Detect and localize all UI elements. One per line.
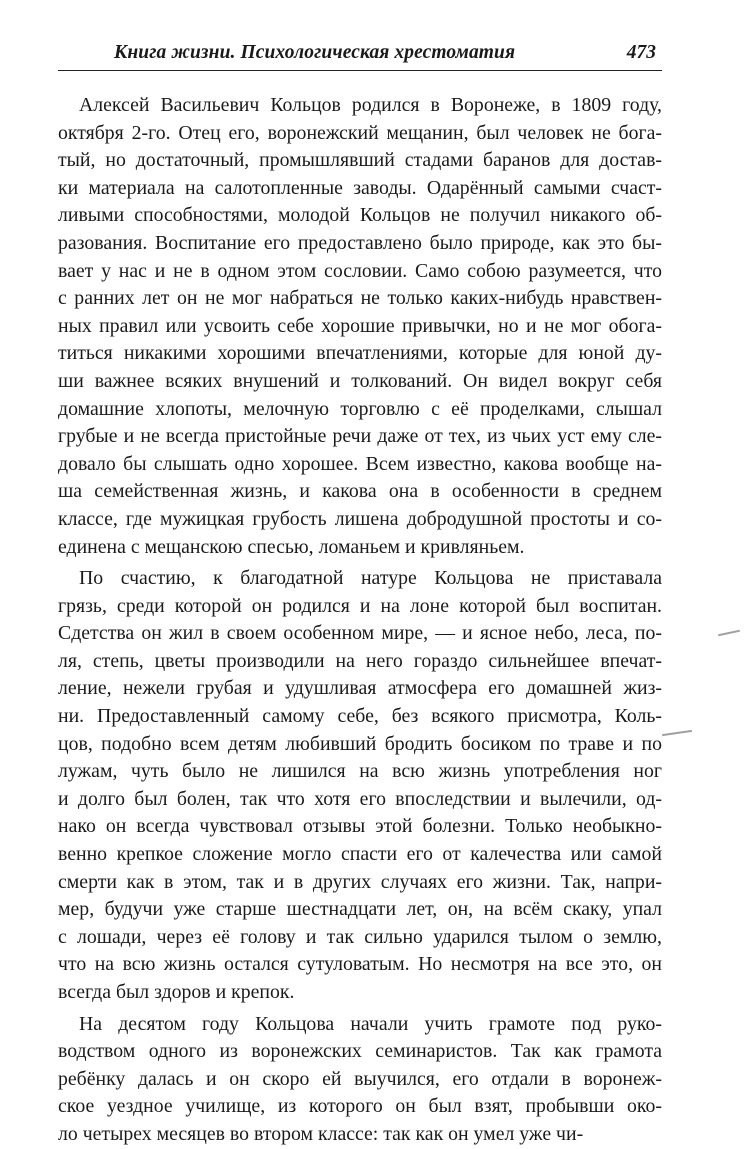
text-line: ля, степь, цветы производили на него гораздо сильнейшее впечат- (58, 649, 662, 672)
text-line: с лошади, через её голову и так сильно ударился тылом о землю, (58, 925, 662, 948)
text-line: с ранних лет он не мог набраться не только каких-нибудь нравствен- (58, 287, 662, 310)
text-line: ло четырех месяцев во втором классе: так как он умел уже чи- (58, 1122, 584, 1145)
text-line: ливыми способностями, молодой Кольцов не получил никакого об- (58, 204, 662, 227)
text-line: октября 2-го. Отец его, воронежский мещанин, был человек не бога- (58, 121, 662, 144)
text-line: и долго был болен, так что хотя его впоследствии и вылечили, од- (58, 787, 662, 810)
text-line: ша семейственная жизнь, и какова она в особенности в среднем (58, 480, 662, 503)
text-line: ское уездное училище, из которого он был взят, пробывши око- (58, 1095, 662, 1118)
paragraph (58, 565, 662, 1007)
text-line: вает у нас и не в одном этом сословии. Само собою разумеется, что (58, 259, 662, 282)
text-line: Сдетства он жил в своем особенном мире, — и ясное небо, леса, по- (58, 622, 662, 645)
text-line: водством одного из воронежских семинаристов. Так как грамота (58, 1040, 662, 1063)
text-line: домашние хлопоты, мелочную торговлю с её проделками, слышал (58, 397, 662, 420)
text-line: титься никакими хорошими впечатлениями, которые для юной ду- (58, 342, 662, 365)
text-line: всегда был здоров и крепок. (58, 981, 295, 1003)
text-line: На десятом году Кольцова начали учить грамоте под руко- (79, 1012, 662, 1035)
text-line: мер, будучи уже старше шестнадцати лет, он, на всём скаку, упал (58, 898, 662, 921)
text-line: ши важнее всяких внушений и толкований. Он видел вокруг себя (58, 369, 662, 392)
text-line: Алексей Васильевич Кольцов родился в Воронеже, в 1809 году, (79, 94, 662, 116)
text-line: ребёнку далась и он скоро ей выучился, его отдали в воронеж- (58, 1067, 662, 1090)
scan-mark (662, 730, 692, 736)
running-header (58, 38, 662, 71)
text-line: тый, но достаточный, промышлявший стадами баранов для достав- (58, 149, 662, 172)
text-line: ление, нежели грубая и удушливая атмосфера его домашней жиз- (58, 677, 662, 700)
text-line: разования. Воспитание его предоставлено было природе, как это бы- (58, 231, 662, 254)
body-text (58, 92, 662, 1149)
paragraph (58, 92, 662, 561)
running-title: Книга жизни. Психологическая хрестоматия (114, 42, 516, 63)
text-line: нако он всегда чувствовал отзывы этой болезни. Только необыкно- (58, 815, 662, 838)
text-line: ных правил или усвоить себе хорошие привычки, но и не мог обога- (58, 314, 662, 337)
text-line: что на всю жизнь остался сутуловатым. Но несмотря на все это, он (58, 953, 662, 976)
text-line: лужам, чуть было не лишился на всю жизнь употребления ног (58, 760, 662, 783)
text-line: единена с мещанскою спесью, ломаньем и кривляньем. (58, 535, 525, 558)
page-number: 473 (626, 42, 656, 63)
text-line: ни. Предоставленный самому себе, без всякого присмотра, Коль- (58, 705, 662, 728)
text-line: цов, подобно всем детям любивший бродить босиком по траве и по (58, 732, 662, 755)
text-line: грязь, среди которой он родился и на лоне которой был воспитан. (58, 594, 662, 617)
text-line: грубые и не всегда пристойные речи даже от тех, из чьих уст ему сле- (58, 425, 662, 448)
text-line: довало бы слышать одно хорошее. Всем известно, какова вообще на- (58, 452, 662, 475)
text-line: классе, где мужицкая грубость лишена добродушной простоты и со- (58, 507, 662, 530)
text-line: венно крепкое сложение могло спасти его от калечества или самой (58, 843, 662, 866)
scan-mark (718, 630, 740, 636)
paragraph (58, 1011, 662, 1149)
text-line: По счастию, к благодатной натуре Кольцова не приставала (79, 567, 662, 590)
text-line: ки материала на салотопленные заводы. Одарённый самыми счаст- (58, 176, 662, 199)
text-line: смерти как в этом, так и в других случаях его жизни. Так, напри- (58, 870, 662, 893)
